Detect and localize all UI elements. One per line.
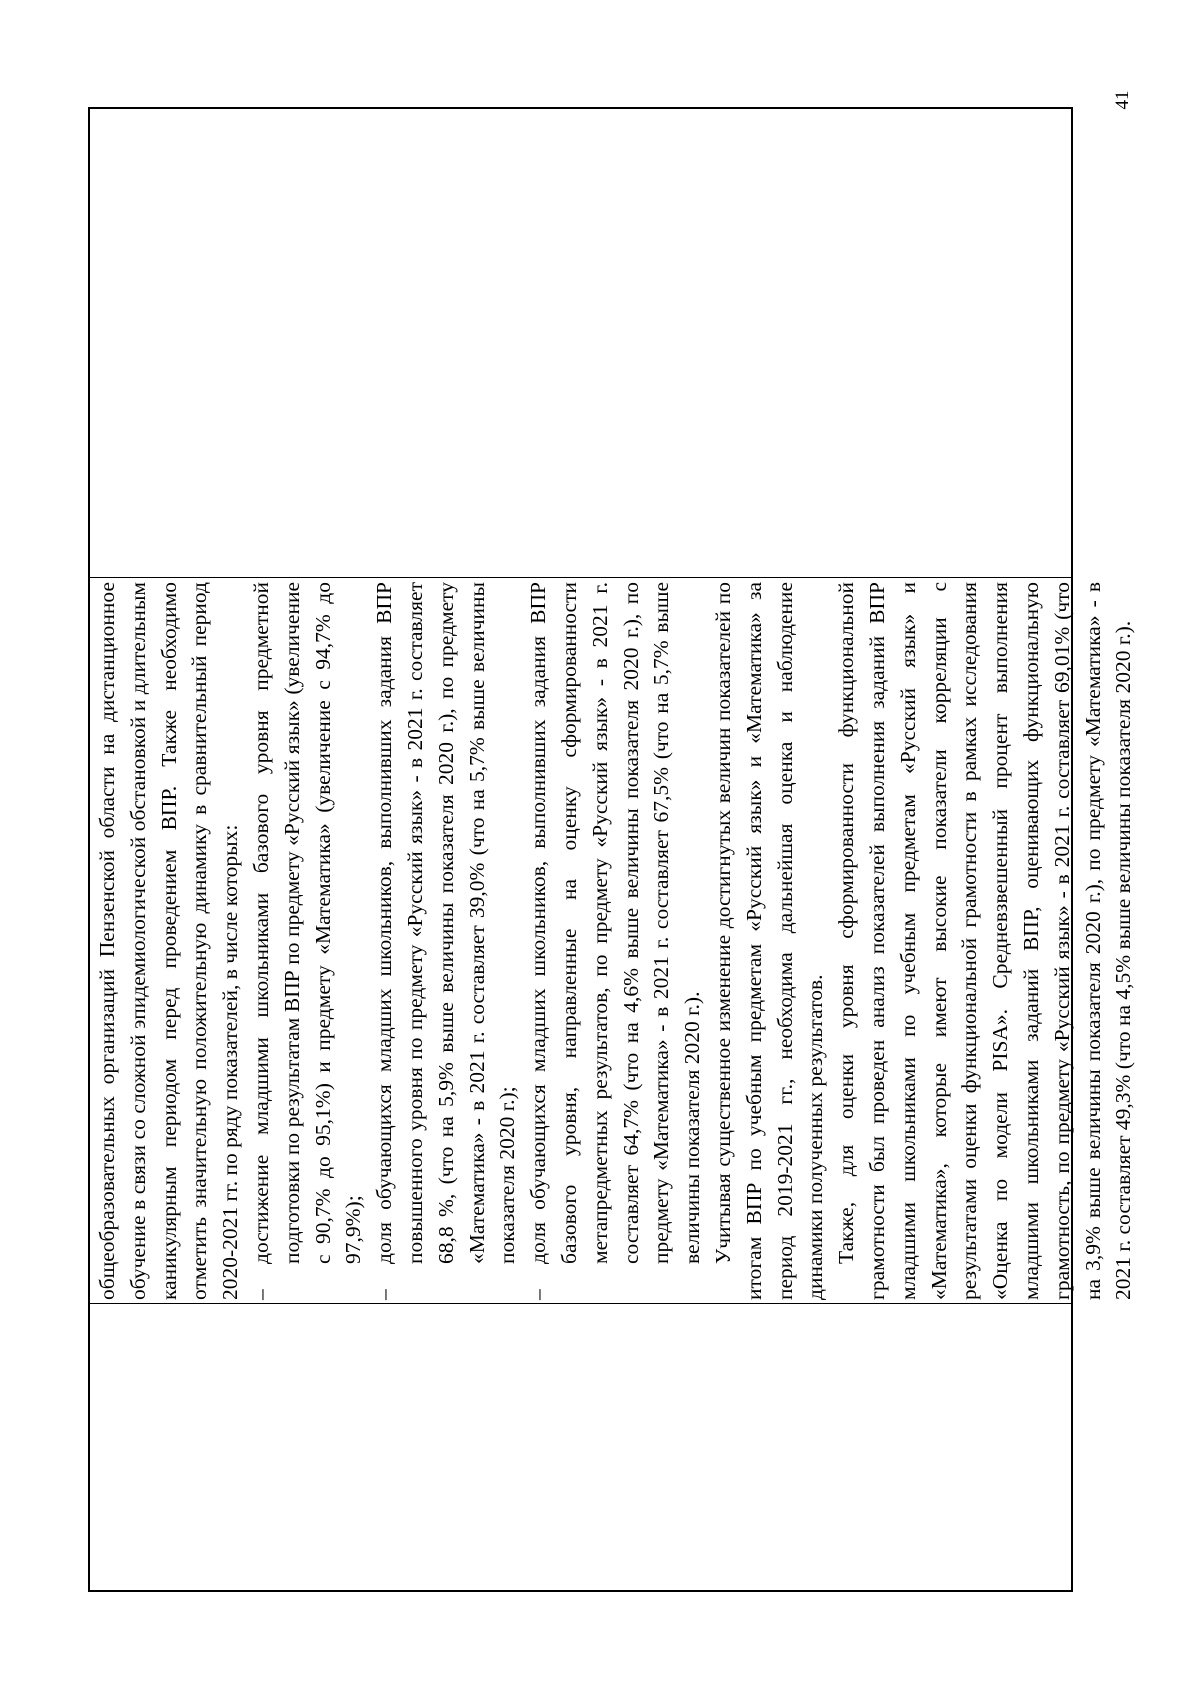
page-number: 41 — [1112, 90, 1133, 110]
body-paragraph: Также, для оценки уровня сформированности функциональной грамотности был проведен анализ показателей выполнения заданий ВПР младшими школьниками по учебным предметам «Русский язык» и «Математика», которые имеют высокие показатели корреляции с результатами оценки функциональной грамотности в рамках исследования «Оценка по модели PISA». Средневзвешенный процент выполнения младшими школьниками заданий ВПР, оценивающих функциональную грамотность, по предмету «Русский язык» - в 2021 г. составляет 69,01% (что на 3,9% выше величины показателя 2020 г.), по предмету «Математика» - в 2021 г. составляет 49,3% (что на 4,5% выше величины показателя 2020 г.). — [834, 582, 1136, 1300]
intro-paragraph: общеобразовательных организаций Пензенской области на дистанционное обучение в связи со сложной эпидемиологической обстановкой и длительным каникулярным периодом перед проведением ВПР. Также необходимо отметить значительную положительную динамику в сравнительный период 2020-2021 гг. по ряду показателей, в числе которых: — [95, 582, 243, 1300]
table-column-divider — [90, 1303, 1071, 1304]
document-table — [88, 107, 1136, 1592]
table-column-divider — [90, 577, 1071, 578]
list-item-text: доля обучающихся младших школьников, выполнивших задания ВПР повышенного уровня по предмету «Русский язык» - в 2021 г. составляет 68,8 %, (что на 5,9% выше величины показателя 2020 г.), по предмету «Математика» - в 2021 г. составляет 39,0% (что на 5,7% выше величины показателя 2020 г.); — [372, 582, 520, 1264]
list-item — [523, 582, 708, 1300]
list-item — [369, 582, 523, 1300]
list-item-text: достижение младшими школьниками базового уровня предметной подготовки по результатам ВПР по предмету «Русский язык» (увеличение с 90,7% до 95,1%) и предмету «Математика» (увеличение с 94,7% до 97,9%); — [248, 582, 366, 1264]
list-item — [246, 582, 369, 1300]
list-item-text: доля обучающихся младших школьников, выполнивших задания ВПР базового уровня, направленные на оценку сформированности метапредметных результатов, по предмету «Русский язык» - в 2021 г. составляет 64,7% (что на 4,6% выше величины показателя 2020 г.), по предмету «Математика» - в 2021 г. составляет 67,5% (что на 5,7% выше величины показателя 2020 г.). — [526, 582, 705, 1264]
rotated-page — [88, 107, 1136, 1592]
list-dash: – — [526, 1289, 551, 1300]
body-paragraph: Учитывая существенное изменение достигнутых величин показателей по итогам ВПР по учебным предметам «Русский язык» и «Математика» за период 2019-2021 гг., необходима дальнейшая оценка и наблюдение динамики полученных результатов. — [710, 582, 828, 1300]
table-cell-text — [90, 582, 1136, 1300]
list-dash: – — [248, 1289, 273, 1300]
list-dash: – — [372, 1289, 397, 1300]
